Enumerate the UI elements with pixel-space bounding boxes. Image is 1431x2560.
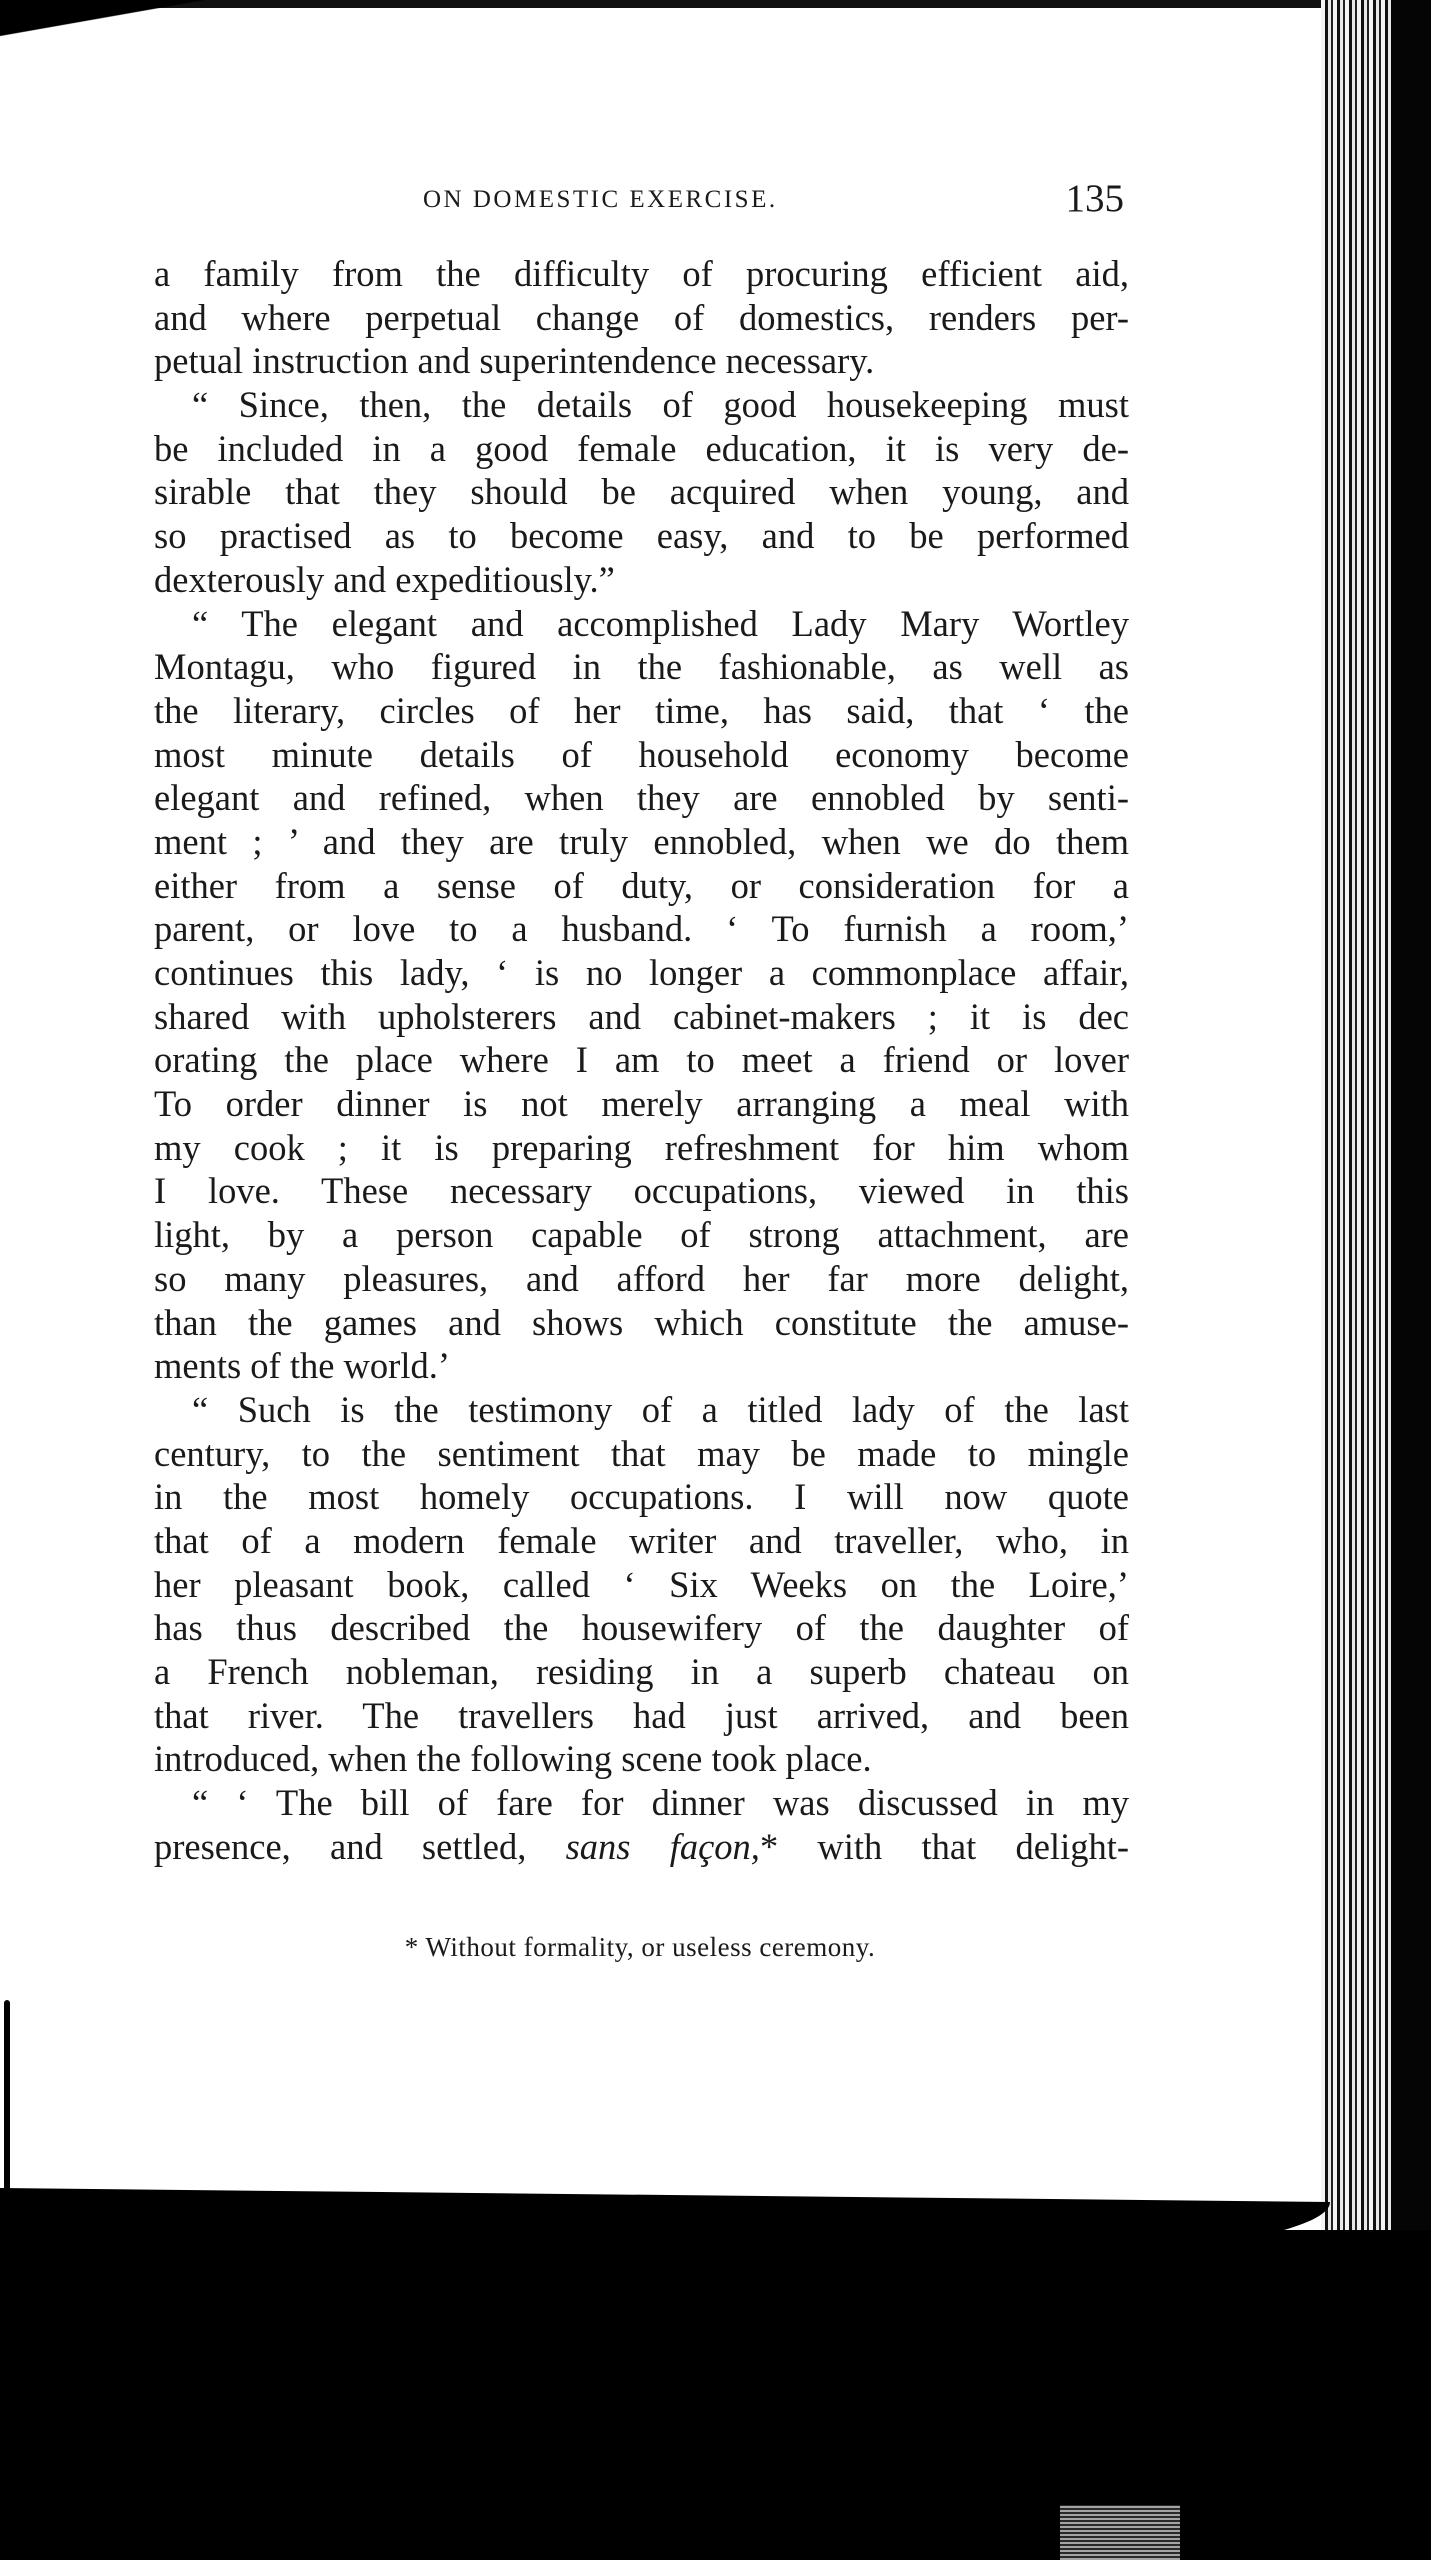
text-line: either from a sense of duty, or consideration for a: [154, 864, 1129, 906]
scan-artifact: [1060, 2505, 1180, 2560]
text-line: shared with upholsterers and cabinet-makers ; it is dec: [154, 995, 1129, 1037]
last-line-before: presence, and settled,: [154, 1825, 566, 1867]
text-line: dexterously and expeditiously.”: [154, 558, 615, 600]
footnote: * Without formality, or useless ceremony.: [404, 1932, 876, 1962]
text-line: sirable that they should be acquired when young, and: [154, 471, 1129, 513]
text-line: I love. These necessary occupations, viewed in this: [154, 1170, 1129, 1212]
text-line: century, to the sentiment that may be made to mingle: [154, 1432, 1129, 1474]
page-number: 135: [1065, 177, 1124, 220]
text-line: Montagu, who figured in the fashionable, as well as: [154, 646, 1129, 688]
text-line: “ The elegant and accomplished Lady Mary Wortley: [192, 602, 1129, 644]
text-line: “ ‘ The bill of fare for dinner was discussed in my: [192, 1782, 1129, 1824]
text-line: in the most homely occupations. I will now quote: [154, 1476, 1129, 1518]
last-line-after: * with that delight-: [759, 1825, 1130, 1867]
running-head: [140, 177, 1140, 224]
running-head-title: ON DOMESTIC EXERCISE.: [423, 186, 778, 213]
text-line: most minute details of household economy become: [154, 733, 1129, 775]
body-text: [154, 252, 1129, 1868]
text-line: my cook ; it is preparing refreshment for him whom: [154, 1126, 1129, 1168]
text-line: ments of the world.’: [154, 1345, 450, 1387]
scan-bottom-border: [0, 2230, 1431, 2560]
text-line: introduced, when the following scene took place.: [154, 1738, 872, 1780]
book-page: [140, 0, 1140, 2230]
text-line: so many pleasures, and afford her far more delight,: [154, 1257, 1129, 1299]
text-line: so practised as to become easy, and to be performed: [154, 515, 1129, 557]
text-line: continues this lady, ‘ is no longer a commonplace affair,: [154, 952, 1129, 993]
text-line-final: [154, 1825, 1129, 1869]
book-edge-shadow: [1391, 0, 1431, 2440]
text-line: her pleasant book, called ‘ Six Weeks on the Loire,’: [154, 1563, 1129, 1605]
text-line: a family from the difficulty of procuring efficient aid,: [154, 253, 1129, 294]
text-line: that of a modern female writer and traveller, who, in: [154, 1519, 1129, 1561]
text-line: To order dinner is not merely arranging a meal with: [154, 1083, 1129, 1125]
text-line: orating the place where I am to meet a friend or lover: [154, 1039, 1129, 1081]
text-line: elegant and refined, when they are ennobled by senti-: [154, 777, 1129, 819]
text-line: “ Such is the testimony of a titled lady of the last: [192, 1388, 1129, 1430]
text-line: that river. The travellers had just arrived, and been: [154, 1694, 1129, 1736]
text-line: and where perpetual change of domestics, renders per-: [154, 296, 1129, 338]
text-line: light, by a person capable of strong attachment, are: [154, 1214, 1129, 1256]
text-line: parent, or love to a husband. ‘ To furnish a room,’: [154, 908, 1129, 950]
text-line: ment ; ’ and they are truly ennobled, when we do them: [154, 820, 1129, 862]
text-line: a French nobleman, residing in a superb chateau on: [154, 1651, 1129, 1692]
text-line: has thus described the housewifery of the daughter of: [154, 1607, 1129, 1649]
text-line: be included in a good female education, it is very de-: [154, 427, 1129, 469]
last-line-italic: sans façon,: [565, 1825, 760, 1867]
text-line: than the games and shows which constitute the amuse-: [154, 1301, 1129, 1343]
text-line: the literary, circles of her time, has said, that ‘ the: [154, 689, 1129, 731]
text-line: petual instruction and superintendence necessary.: [154, 340, 875, 382]
text-line: “ Since, then, the details of good housekeeping must: [192, 384, 1129, 426]
